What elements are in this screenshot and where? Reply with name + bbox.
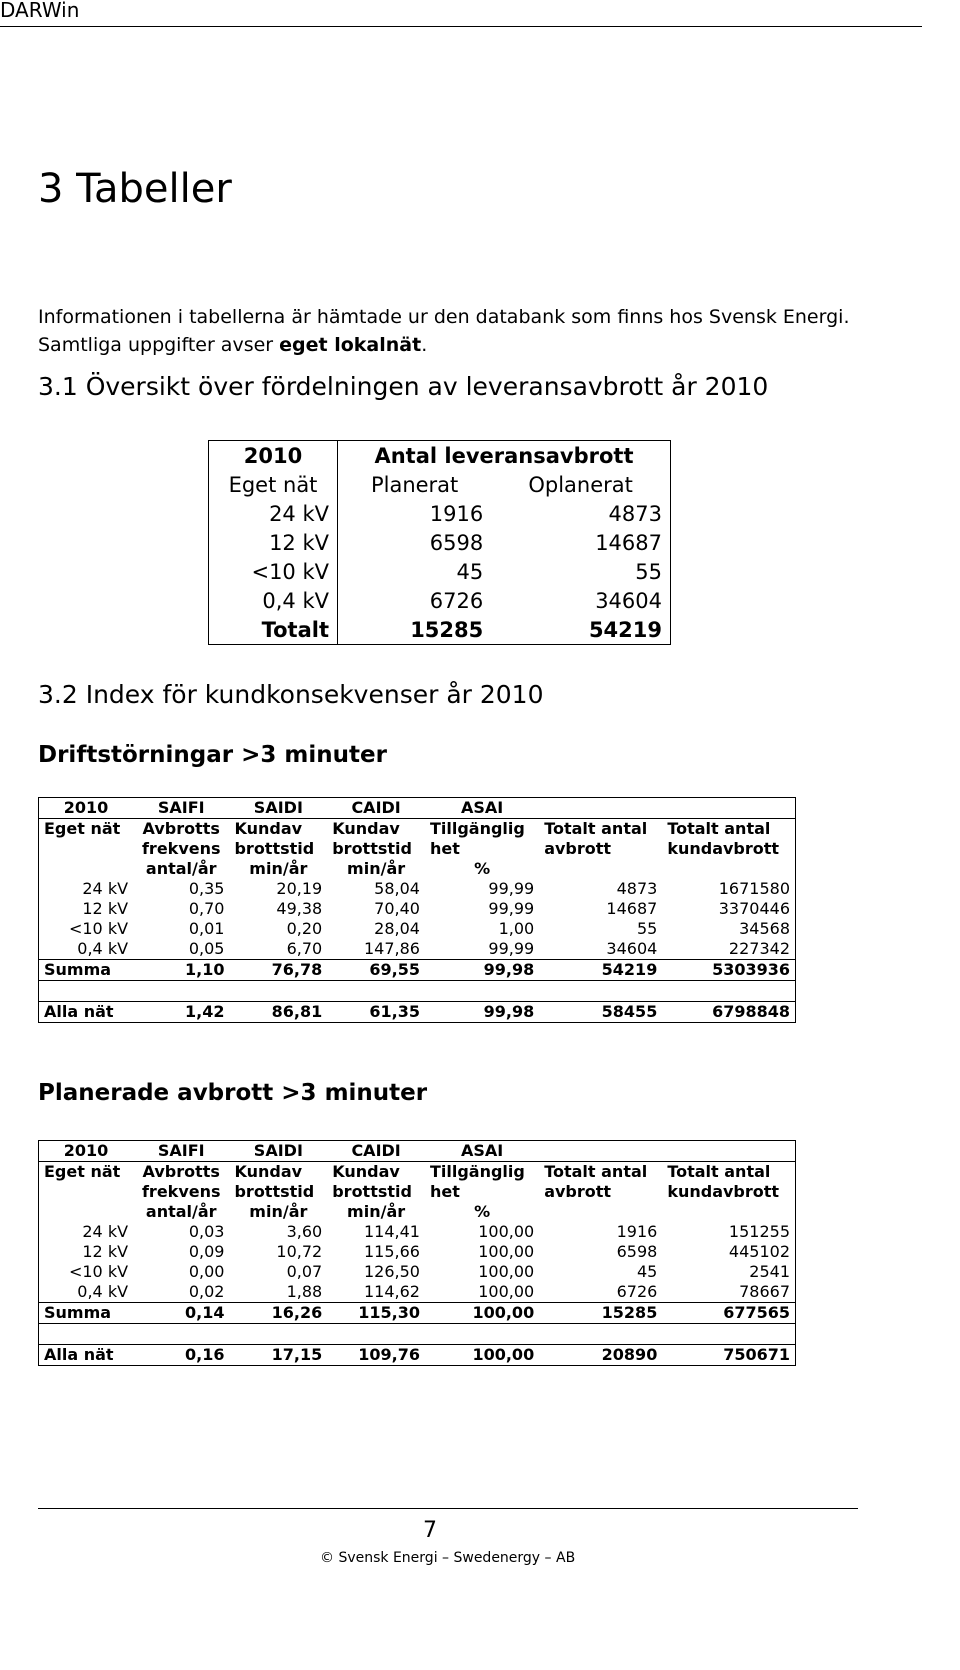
header-saifi_2: frekvens bbox=[141, 839, 221, 858]
table-row bbox=[39, 1222, 796, 1242]
spacer-cell bbox=[539, 1324, 662, 1345]
spacer-cell bbox=[327, 1324, 425, 1345]
cell-planned: 6598 bbox=[429, 530, 484, 555]
sum-asai: 99,98 bbox=[425, 960, 539, 981]
col-saifi: SAIFI bbox=[133, 1141, 229, 1162]
cell-net: <10 kV bbox=[68, 1262, 129, 1281]
all-asai: 100,00 bbox=[425, 1345, 539, 1366]
col-saidi: SAIDI bbox=[229, 1141, 327, 1162]
cell-unplanned: 14687 bbox=[595, 530, 662, 555]
cell-saidi: 20,19 bbox=[276, 879, 323, 898]
cell-total: 6726 bbox=[616, 1282, 658, 1301]
header-saidi_1: Kundav bbox=[234, 1162, 303, 1181]
spacer-cell bbox=[662, 1324, 795, 1345]
cell-net: 12 kV bbox=[82, 1242, 129, 1261]
header-saifi_3: antal/år bbox=[145, 1202, 217, 1221]
header-subrow bbox=[39, 819, 796, 840]
cell-customers: 2541 bbox=[749, 1262, 790, 1281]
table-row bbox=[209, 528, 671, 557]
planned-title: Planerade avbrott >3 minuter bbox=[38, 1080, 428, 1106]
cell-total: 34604 bbox=[606, 939, 658, 958]
spacer-cell bbox=[39, 1324, 134, 1345]
cell-saifi: 0,02 bbox=[188, 1282, 225, 1301]
header-caidi_1: Kundav bbox=[332, 1162, 400, 1181]
header-saidi_2: brottstid bbox=[234, 1182, 315, 1201]
cell-asai: 1,00 bbox=[498, 919, 535, 938]
cell-asai: 100,00 bbox=[478, 1282, 535, 1301]
all-net: Alla nät bbox=[39, 1002, 134, 1023]
header-empty bbox=[539, 859, 662, 879]
row-label: 0,4 kV bbox=[209, 586, 338, 615]
unplanned-title: Driftstörningar >3 minuter bbox=[38, 742, 387, 768]
header-saifi_1: Avbrotts bbox=[142, 819, 220, 838]
cell-saifi: 0,70 bbox=[188, 899, 225, 918]
header-caidi_2: brottstid bbox=[332, 839, 412, 858]
header-caidi_1: Kundav bbox=[332, 819, 400, 838]
header-tot_2: avbrott bbox=[544, 839, 612, 858]
copyright: © Svensk Energi – Swedenergy – AB bbox=[320, 1550, 576, 1566]
total-planned: 15285 bbox=[410, 617, 484, 642]
table-row bbox=[209, 499, 671, 528]
all-total: 58455 bbox=[539, 1002, 662, 1023]
header-asai_1: Tillgänglig bbox=[429, 1162, 525, 1181]
sum-row bbox=[39, 1303, 796, 1324]
all-caidi: 109,76 bbox=[327, 1345, 425, 1366]
cell-asai: 100,00 bbox=[478, 1242, 535, 1261]
cell-caidi: 114,62 bbox=[363, 1282, 420, 1301]
header-cust_1: Totalt antal bbox=[667, 1162, 771, 1181]
cell-customers: 227342 bbox=[728, 939, 790, 958]
sum-net: Summa bbox=[39, 960, 134, 981]
header-empty bbox=[39, 1182, 134, 1202]
header-caidi_2: brottstid bbox=[332, 1182, 412, 1201]
header-net: Eget nät bbox=[44, 1162, 121, 1181]
spacer-cell bbox=[425, 981, 539, 1002]
cell-saidi: 0,20 bbox=[286, 919, 323, 938]
header-saidi_3: min/år bbox=[249, 1202, 308, 1221]
overview-total-row bbox=[209, 615, 671, 645]
sum-net: Summa bbox=[39, 1303, 134, 1324]
cell-net: 24 kV bbox=[82, 879, 129, 898]
cell-net: 0,4 kV bbox=[77, 939, 129, 958]
cell-total: 45 bbox=[636, 1262, 658, 1281]
sum-saidi: 16,26 bbox=[229, 1303, 327, 1324]
spacer-cell bbox=[133, 1324, 229, 1345]
spacer-cell bbox=[539, 981, 662, 1002]
cell-saidi: 10,72 bbox=[276, 1242, 323, 1261]
cell-asai: 100,00 bbox=[478, 1222, 535, 1241]
header-caidi_3: min/år bbox=[347, 859, 406, 878]
header-cust_2: kundavbrott bbox=[667, 839, 780, 858]
row-label: <10 kV bbox=[209, 557, 338, 586]
spacer-cell bbox=[662, 981, 795, 1002]
app-title: DARWin bbox=[0, 0, 80, 22]
header-saifi_3: antal/år bbox=[145, 859, 217, 878]
cell-saidi: 3,60 bbox=[286, 1222, 323, 1241]
cell-saidi: 6,70 bbox=[286, 939, 323, 958]
sum-asai: 100,00 bbox=[425, 1303, 539, 1324]
all-saifi: 1,42 bbox=[133, 1002, 229, 1023]
cell-planned: 6726 bbox=[429, 588, 484, 613]
footer-divider bbox=[38, 1508, 858, 1509]
cell-total: 55 bbox=[636, 919, 658, 938]
overview-year: 2010 bbox=[209, 441, 338, 471]
table-row bbox=[39, 1282, 796, 1303]
sum-caidi: 69,55 bbox=[327, 960, 425, 981]
sum-customers: 677565 bbox=[662, 1303, 795, 1324]
row-label: 12 kV bbox=[209, 528, 338, 557]
sum-total: 15285 bbox=[539, 1303, 662, 1324]
header-cust_2: kundavbrott bbox=[667, 1182, 780, 1201]
cell-saifi: 0,09 bbox=[188, 1242, 225, 1261]
cell-saifi: 0,03 bbox=[188, 1222, 225, 1241]
cell-caidi: 70,40 bbox=[374, 899, 420, 918]
table-row bbox=[39, 1242, 796, 1262]
cell-asai: 99,99 bbox=[488, 879, 535, 898]
cell-planned: 45 bbox=[456, 559, 484, 584]
header-saidi_1: Kundav bbox=[234, 819, 303, 838]
all-caidi: 61,35 bbox=[327, 1002, 425, 1023]
cell-total: 1916 bbox=[616, 1222, 658, 1241]
col-caidi: CAIDI bbox=[327, 798, 425, 819]
header-subrow bbox=[39, 1162, 796, 1183]
total-unplanned: 54219 bbox=[588, 617, 662, 642]
header-subrow bbox=[39, 1202, 796, 1222]
page-header bbox=[0, 0, 922, 27]
cell-asai: 99,99 bbox=[488, 899, 535, 918]
total-label: Totalt bbox=[209, 615, 338, 645]
intro-line-2-pre: Samtliga uppgifter avser bbox=[38, 334, 280, 356]
header-subrow bbox=[39, 839, 796, 859]
cell-asai: 99,99 bbox=[488, 939, 535, 958]
cell-customers: 151255 bbox=[728, 1222, 790, 1241]
overview-col-unplanned: Oplanerat bbox=[528, 472, 633, 497]
header-saidi_3: min/år bbox=[249, 859, 308, 878]
spacer-row bbox=[39, 981, 796, 1002]
header-empty bbox=[662, 1202, 795, 1222]
header-empty bbox=[39, 1202, 134, 1222]
all-net: Alla nät bbox=[39, 1345, 134, 1366]
cell-saifi: 0,05 bbox=[188, 939, 225, 958]
intro-line-1: Informationen i tabellerna är hämtade ur den databank som finns hos Svensk Energi. bbox=[38, 306, 850, 328]
intro-line-2-bold: eget lokalnät bbox=[279, 334, 422, 356]
overview-col-net: Eget nät bbox=[209, 470, 338, 499]
overview-subheader-row bbox=[209, 470, 671, 499]
page-number: 7 bbox=[423, 1518, 437, 1543]
col-empty bbox=[662, 798, 795, 819]
all-saifi: 0,16 bbox=[133, 1345, 229, 1366]
cell-net: <10 kV bbox=[68, 919, 129, 938]
table-row bbox=[39, 919, 796, 939]
spacer-cell bbox=[229, 981, 327, 1002]
header-tot_1: Totalt antal bbox=[544, 1162, 648, 1181]
header-caidi_3: min/år bbox=[347, 1202, 406, 1221]
header-subrow bbox=[39, 1182, 796, 1202]
cell-saifi: 0,00 bbox=[188, 1262, 225, 1281]
section-1-title: 3.1 Översikt över fördelningen av leveransavbrott år 2010 bbox=[38, 372, 769, 401]
col-year: 2010 bbox=[39, 1141, 134, 1162]
overview-header-row bbox=[209, 441, 671, 471]
sum-saifi: 1,10 bbox=[133, 960, 229, 981]
cell-saidi: 49,38 bbox=[276, 899, 323, 918]
spacer-cell bbox=[133, 981, 229, 1002]
all-networks-row bbox=[39, 1002, 796, 1023]
table-row bbox=[209, 586, 671, 615]
unplanned-index-table bbox=[38, 797, 796, 1023]
overview-table bbox=[208, 440, 671, 645]
header-asai_3: % bbox=[474, 859, 491, 878]
cell-customers: 445102 bbox=[728, 1242, 790, 1261]
col-empty bbox=[662, 1141, 795, 1162]
spacer-row bbox=[39, 1324, 796, 1345]
header-saifi_1: Avbrotts bbox=[142, 1162, 220, 1181]
cell-unplanned: 55 bbox=[635, 559, 662, 584]
cell-caidi: 126,50 bbox=[363, 1262, 420, 1281]
col-year: 2010 bbox=[39, 798, 134, 819]
cell-saidi: 1,88 bbox=[286, 1282, 323, 1301]
header-asai_3: % bbox=[474, 1202, 491, 1221]
cell-saifi: 0,35 bbox=[188, 879, 225, 898]
table-row bbox=[39, 1262, 796, 1282]
section-2-title: 3.2 Index för kundkonsekvenser år 2010 bbox=[38, 680, 544, 709]
all-customers: 750671 bbox=[662, 1345, 795, 1366]
spacer-cell bbox=[327, 981, 425, 1002]
cell-net: 12 kV bbox=[82, 899, 129, 918]
cell-customers: 1671580 bbox=[718, 879, 790, 898]
cell-total: 6598 bbox=[616, 1242, 658, 1261]
sum-total: 54219 bbox=[539, 960, 662, 981]
header-subrow bbox=[39, 859, 796, 879]
cell-unplanned: 4873 bbox=[608, 501, 662, 526]
header-asai_2: het bbox=[429, 839, 460, 858]
all-customers: 6798848 bbox=[662, 1002, 795, 1023]
header-empty bbox=[662, 859, 795, 879]
header-empty bbox=[39, 859, 134, 879]
header-row bbox=[39, 1141, 796, 1162]
overview-group-header: Antal leveransavbrott bbox=[374, 443, 634, 468]
intro-line-2-post: . bbox=[421, 334, 428, 356]
cell-total: 14687 bbox=[606, 899, 658, 918]
planned-index-table bbox=[38, 1140, 796, 1366]
cell-net: 0,4 kV bbox=[77, 1282, 129, 1301]
header-saidi_2: brottstid bbox=[234, 839, 315, 858]
cell-caidi: 28,04 bbox=[374, 919, 420, 938]
sum-saifi: 0,14 bbox=[133, 1303, 229, 1324]
cell-saifi: 0,01 bbox=[188, 919, 225, 938]
cell-customers: 78667 bbox=[739, 1282, 790, 1301]
col-saidi: SAIDI bbox=[229, 798, 327, 819]
all-asai: 99,98 bbox=[425, 1002, 539, 1023]
col-empty bbox=[539, 798, 662, 819]
header-tot_1: Totalt antal bbox=[544, 819, 648, 838]
cell-total: 4873 bbox=[616, 879, 658, 898]
overview-col-planned: Planerat bbox=[370, 472, 459, 497]
intro-text bbox=[38, 303, 938, 359]
cell-caidi: 114,41 bbox=[363, 1222, 420, 1241]
cell-net: 24 kV bbox=[82, 1222, 129, 1241]
cell-caidi: 58,04 bbox=[374, 879, 420, 898]
header-net: Eget nät bbox=[44, 819, 121, 838]
sum-customers: 5303936 bbox=[662, 960, 795, 981]
cell-asai: 100,00 bbox=[478, 1262, 535, 1281]
sum-caidi: 115,30 bbox=[327, 1303, 425, 1324]
all-total: 20890 bbox=[539, 1345, 662, 1366]
table-row bbox=[39, 899, 796, 919]
cell-customers: 3370446 bbox=[718, 899, 790, 918]
col-caidi: CAIDI bbox=[327, 1141, 425, 1162]
cell-caidi: 147,86 bbox=[363, 939, 420, 958]
row-label: 24 kV bbox=[209, 499, 338, 528]
header-empty bbox=[39, 839, 134, 859]
col-saifi: SAIFI bbox=[133, 798, 229, 819]
table-row bbox=[39, 879, 796, 899]
header-saifi_2: frekvens bbox=[141, 1182, 221, 1201]
col-empty bbox=[539, 1141, 662, 1162]
all-saidi: 86,81 bbox=[229, 1002, 327, 1023]
intro-line-2 bbox=[38, 331, 938, 359]
col-asai: ASAI bbox=[425, 1141, 539, 1162]
col-asai: ASAI bbox=[425, 798, 539, 819]
spacer-cell bbox=[39, 981, 134, 1002]
chapter-title: 3 Tabeller bbox=[38, 166, 232, 212]
cell-customers: 34568 bbox=[739, 919, 790, 938]
cell-planned: 1916 bbox=[429, 501, 484, 526]
header-row bbox=[39, 798, 796, 819]
table-row bbox=[209, 557, 671, 586]
all-networks-row bbox=[39, 1345, 796, 1366]
header-cust_1: Totalt antal bbox=[667, 819, 771, 838]
cell-caidi: 115,66 bbox=[363, 1242, 420, 1261]
header-asai_1: Tillgänglig bbox=[429, 819, 525, 838]
table-row bbox=[39, 939, 796, 960]
cell-saidi: 0,07 bbox=[286, 1262, 323, 1281]
spacer-cell bbox=[425, 1324, 539, 1345]
header-empty bbox=[539, 1202, 662, 1222]
spacer-cell bbox=[229, 1324, 327, 1345]
all-saidi: 17,15 bbox=[229, 1345, 327, 1366]
sum-row bbox=[39, 960, 796, 981]
sum-saidi: 76,78 bbox=[229, 960, 327, 981]
header-tot_2: avbrott bbox=[544, 1182, 612, 1201]
cell-unplanned: 34604 bbox=[595, 588, 662, 613]
header-asai_2: het bbox=[429, 1182, 460, 1201]
